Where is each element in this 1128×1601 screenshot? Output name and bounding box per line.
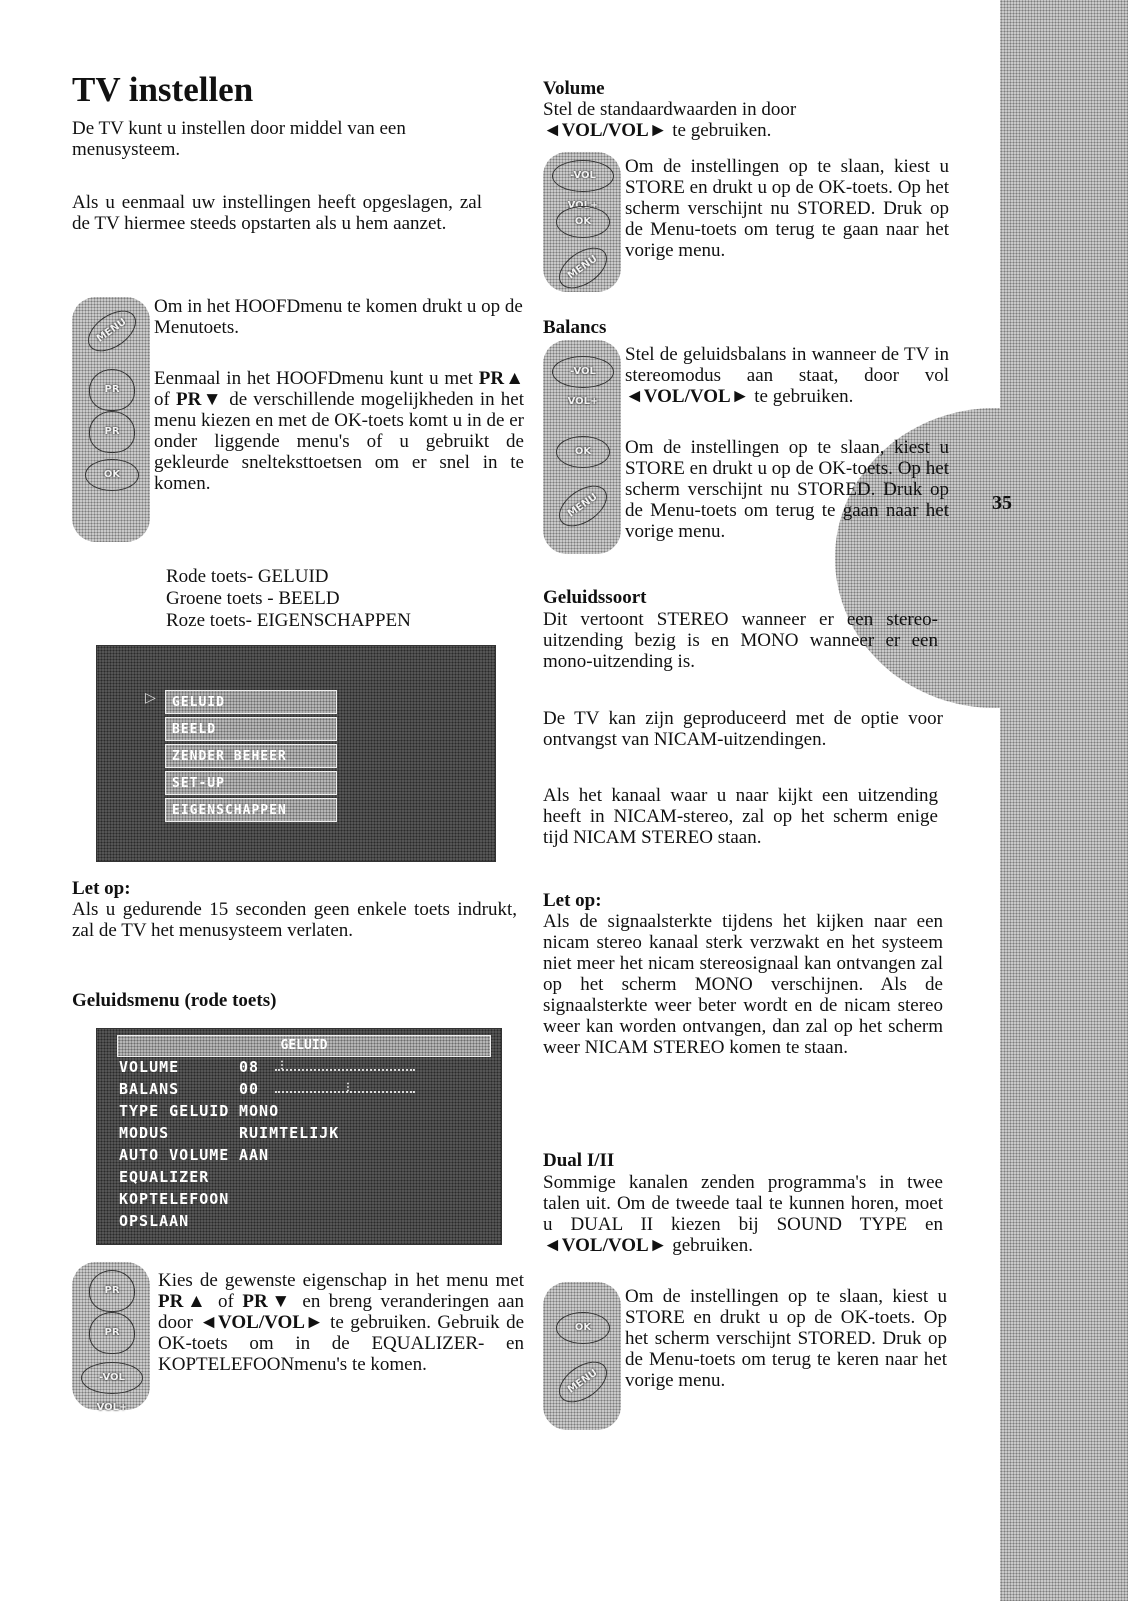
- sound-menu-heading: Geluidsmenu (rode toets): [72, 990, 277, 1011]
- main-menu-item-beeld: BEELD: [165, 717, 337, 741]
- sound-row-balance-value: 00: [239, 1080, 260, 1098]
- balance-bar-marker: ⋮: [343, 1082, 353, 1093]
- let-op-text: Als u gedurende 15 seconden geen enkele toets indrukt, zal de TV het menusysteem verlaten.: [72, 899, 517, 941]
- sound-menu-title: GELUID: [117, 1035, 491, 1057]
- remote-illustration-volume: [543, 152, 621, 292]
- ok-key-icon: OK: [556, 206, 610, 238]
- pr-up-key-icon: PR: [89, 369, 135, 411]
- let-op-heading: Let op:: [72, 878, 131, 899]
- volume-text: Stel de standaardwaarden in door ◄VOL/VOL► te gebruiken.: [543, 99, 797, 141]
- sound-row-mode-value: RUIMTELIJK: [239, 1124, 340, 1142]
- nicam-text-1: De TV kan zijn geproduceerd met de optie voor ontvangst van NICAM-uitzendingen.: [543, 708, 943, 750]
- sound-row-volume-value: 08: [239, 1058, 260, 1076]
- nicam-text-2: Als het kanaal waar u naar kijkt een uitzending heeft in NICAM-stereo, zal op het scherm enige tijd NICAM STEREO staan.: [543, 785, 938, 848]
- sound-row-mode-label: MODUS: [119, 1124, 170, 1142]
- main-menu-item-eigenschappen: EIGENSCHAPPEN: [165, 798, 337, 822]
- pr-up-key-icon: PR: [89, 1270, 135, 1312]
- sound-type-text: Dit vertoont STEREO wanneer er een stereo-uitzending bezig is en MONO wanneer er een mono-uitzending is.: [543, 609, 938, 672]
- ok-key-icon: OK: [85, 459, 139, 491]
- volume-bar-marker: ⋮: [277, 1060, 287, 1071]
- sound-row-headphone-label: KOPTELEFOON: [119, 1190, 230, 1208]
- vol-keys-icon: -VOL VOL+: [81, 1362, 143, 1394]
- main-menu-item-zender: ZENDER BEHEER: [165, 744, 337, 768]
- sound-row-volume-label: VOLUME: [119, 1058, 180, 1076]
- main-menu-item-geluid: GELUID: [165, 690, 337, 714]
- main-menu-item-setup: SET-UP: [165, 771, 337, 795]
- volume-heading: Volume: [543, 78, 605, 99]
- sound-type-heading: Geluidssoort: [543, 587, 647, 608]
- sound-row-store-label: OPSLAAN: [119, 1212, 190, 1230]
- sound-row-autovolume-label: AUTO VOLUME: [119, 1146, 230, 1164]
- balance-store-text: Om de instellingen op te slaan, kiest u STORE en drukt u op de OK-toets. Op het scherm verschijnt nu STORED. Druk op de Menu-toets om terug te gaan naar het vorige menu.: [625, 437, 949, 542]
- main-menu-screen: [96, 645, 496, 862]
- sound-row-autovolume-value: AAN: [239, 1146, 270, 1164]
- sound-row-equalizer-label: EQUALIZER: [119, 1168, 210, 1186]
- pr-down-key-icon: PR: [89, 411, 135, 453]
- ok-key-icon: OK: [556, 436, 610, 468]
- page-title: TV instellen: [72, 70, 254, 109]
- dual-store-text: Om de instellingen op te slaan, kiest u STORE en drukt u op de OK-toets. Op het scherm verschijnt STORED. Druk op de Menu-toets om terug te keren naar het vorige menu.: [625, 1286, 947, 1391]
- page-number: 35: [992, 492, 1012, 514]
- vol-keys-icon: -VOL VOL+: [552, 160, 614, 192]
- intro-paragraph-2: Als u eenmaal uw instellingen heeft opgeslagen, zal de TV hiermee steeds opstarten als u hem aanzet.: [72, 192, 482, 234]
- sound-menu-instruction: Kies de gewenste eigenschap in het menu met PR▲ of PR▼ en breng veranderingen aan door ◄VOL/VOL► te gebruiken. Gebruik de OK-toets om in de EQUALIZER- en KOPTELEFOONmenu's te komen.: [158, 1270, 525, 1375]
- balance-heading: Balancs: [543, 317, 607, 338]
- menu-key-icon: MENU: [552, 239, 615, 296]
- sound-row-type-value: MONO: [239, 1102, 280, 1120]
- balance-text: Stel de geluidsbalans in wanneer de TV in stereomodus aan staat, door vol ◄VOL/VOL► te gebruiken.: [625, 344, 949, 407]
- remote-illustration-dual: [543, 1282, 621, 1430]
- menu-instruction-1: Om in het HOOFDmenu te komen drukt u op de Menutoets.: [154, 296, 523, 338]
- menu-key-icon: MENU: [552, 477, 615, 534]
- volume-store-text: Om de instellingen op te slaan, kiest u STORE en drukt u op de OK-toets. Op het scherm verschijnt nu STORED. Druk op de Menu-toets om terug te gaan naar het vorige menu.: [625, 156, 949, 261]
- page-edge-strip: [1000, 0, 1128, 1601]
- dual-heading: Dual I/II: [543, 1150, 615, 1171]
- menu-pointer-icon: ▷: [145, 691, 156, 706]
- menu-key-icon: MENU: [552, 1353, 615, 1410]
- remote-illustration-sound: [72, 1262, 150, 1413]
- menu-instruction-2: Eenmaal in het HOOFDmenu kunt u met PR▲ of PR▼ de verschillende mogelijkheden in het menu kiezen en met de OK-toets komt u in de er onder liggende menu's of u gebruikt de gekleurde snelteksttoetsen om er snel in te komen.: [154, 368, 525, 494]
- menu-key-icon: MENU: [81, 302, 144, 359]
- sound-row-balance-label: BALANS: [119, 1080, 180, 1098]
- remote-illustration-balance: [543, 340, 621, 554]
- pr-down-key-icon: PR: [89, 1312, 135, 1354]
- remote-illustration-main: [72, 297, 150, 542]
- let-op2-heading: Let op:: [543, 890, 602, 911]
- color-key-green: Groene toets - BEELD: [166, 588, 340, 609]
- vol-keys-icon: -VOL VOL+: [552, 356, 614, 388]
- volume-bar: [275, 1069, 415, 1074]
- color-key-red: Rode toets- GELUID: [166, 566, 329, 587]
- dual-text: Sommige kanalen zenden programma's in twee talen uit. Om de tweede taal te kunnen horen, moet u DUAL II kiezen bij SOUND TYPE en ◄VOL/VOL► gebruiken.: [543, 1172, 943, 1256]
- color-key-pink: Roze toets- EIGENSCHAPPEN: [166, 610, 411, 631]
- sound-row-type-label: TYPE GELUID: [119, 1102, 230, 1120]
- let-op2-text: Als de signaalsterkte tijdens het kijken naar een nicam stereo kanaal sterk verzwakt en het systeem niet meer het nicam stereosignaal kan ontvangen zal op het scherm MONO verschijnen. Als de signaalsterkte weer beter wordt en de nicam stereo weer kan worden ontvangen, dan zal op het scherm weer NICAM STEREO komen te staan.: [543, 911, 943, 1058]
- sound-menu-screen: [96, 1028, 502, 1245]
- intro-paragraph-1: De TV kunt u instellen door middel van een menusysteem.: [72, 118, 406, 160]
- ok-key-icon: OK: [556, 1312, 610, 1344]
